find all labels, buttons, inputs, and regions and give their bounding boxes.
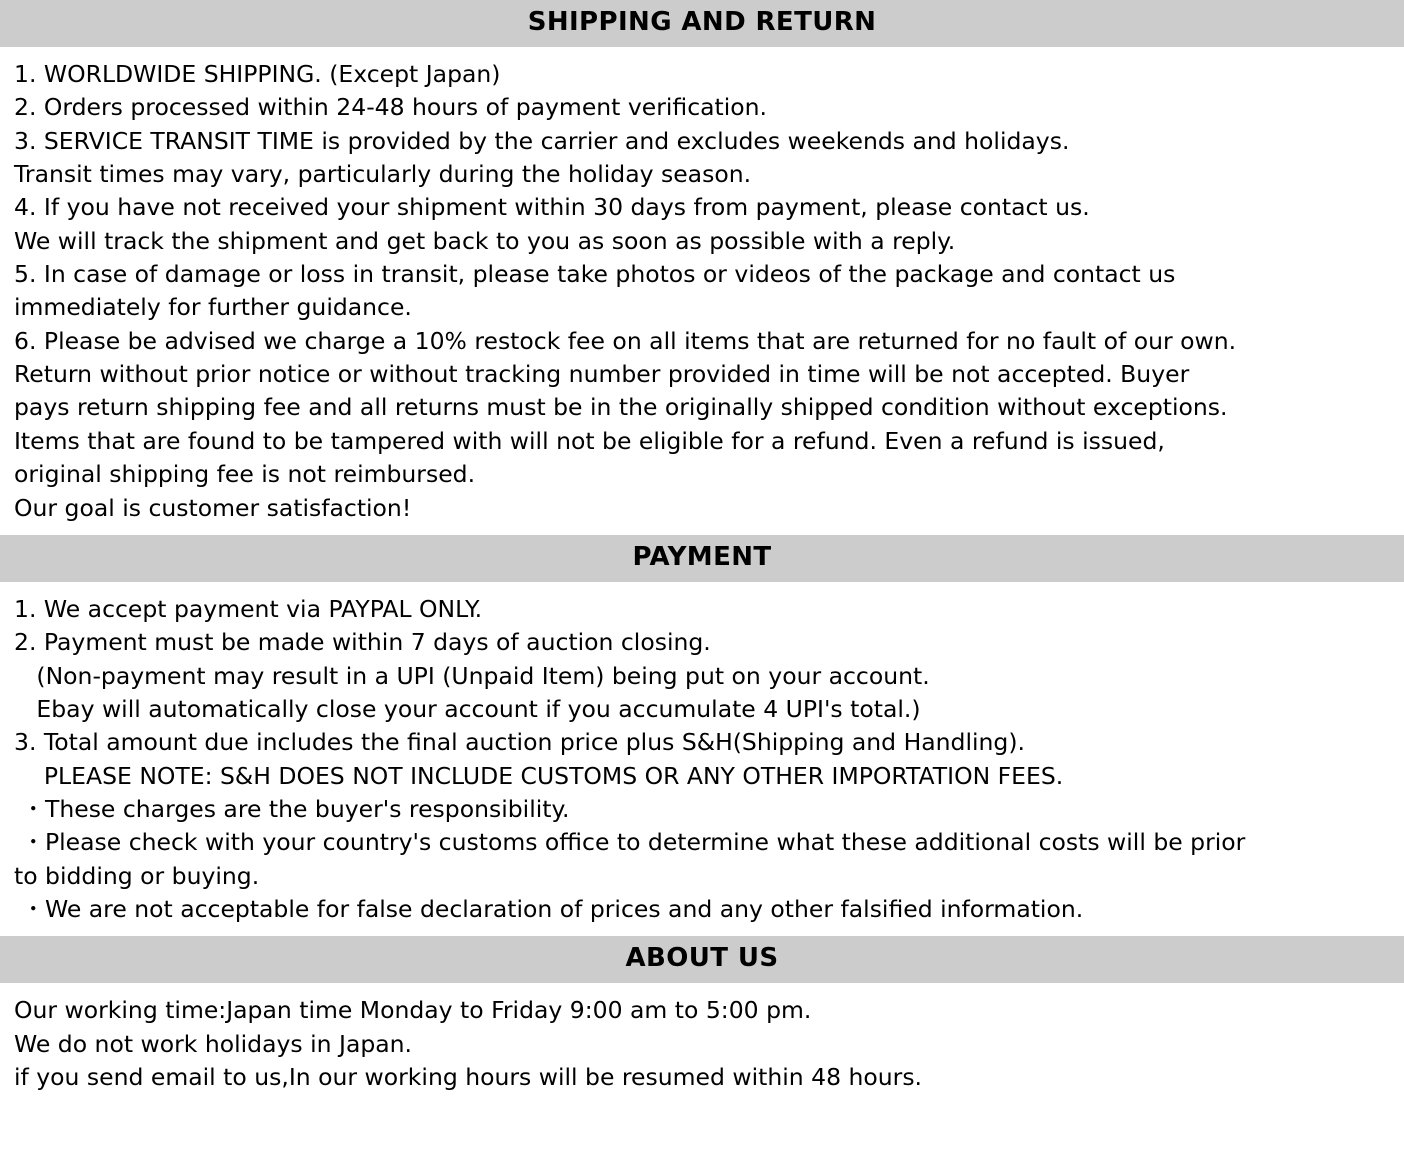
section-title-about-us: ABOUT US: [0, 936, 1404, 983]
policy-line: 1. WORLDWIDE SHIPPING. (Except Japan): [14, 59, 501, 88]
policy-line: ・These charges are the buyer's responsibility.: [14, 794, 570, 823]
section-body-payment: [0, 582, 1404, 937]
policy-line: PLEASE NOTE: S&H DOES NOT INCLUDE CUSTOMS OR ANY OTHER IMPORTATION FEES.: [14, 761, 1064, 790]
section-title-shipping-and-return: SHIPPING AND RETURN: [0, 0, 1404, 47]
policy-line: 4. If you have not received your shipment within 30 days from payment, please contact us.: [14, 193, 1090, 222]
policy-line: ・We are not acceptable for false declaration of prices and any other falsified information.: [14, 895, 1084, 924]
section-body-about-us: [0, 983, 1404, 1104]
policy-line: 2. Payment must be made within 7 days of auction closing.: [14, 628, 711, 657]
policy-line: 1. We accept payment via PAYPAL ONLY.: [14, 594, 483, 623]
section-title-payment: PAYMENT: [0, 535, 1404, 582]
policy-line: Items that are found to be tampered with will not be eligible for a refund. Even a refund is issued,: [14, 426, 1165, 455]
policy-line: 3. SERVICE TRANSIT TIME is provided by the carrier and excludes weekends and holidays.: [14, 126, 1070, 155]
section-payment: [0, 535, 1404, 936]
policy-line: immediately for further guidance.: [14, 293, 412, 322]
policy-line: pays return shipping fee and all returns must be in the originally shipped condition without exceptions.: [14, 393, 1228, 422]
section-body-shipping-and-return: [0, 47, 1404, 535]
policy-line: Return without prior notice or without tracking number provided in time will be not accepted. Buyer: [14, 360, 1190, 389]
policy-line: Our goal is customer satisfaction!: [14, 493, 412, 522]
policy-line: 5. In case of damage or loss in transit, please take photos or videos of the package and contact us: [14, 260, 1176, 289]
policy-line: We will track the shipment and get back to you as soon as possible with a reply.: [14, 226, 956, 255]
policy-line: ・Please check with your country's customs office to determine what these additional costs will be prior: [14, 828, 1246, 857]
section-shipping-and-return: [0, 0, 1404, 535]
policy-line: original shipping fee is not reimbursed.: [14, 460, 476, 489]
page-bottom-spacer: [0, 1104, 1404, 1114]
policy-line: Our working time:Japan time Monday to Friday 9:00 am to 5:00 pm.: [14, 996, 812, 1025]
policy-line: Ebay will automatically close your account if you accumulate 4 UPI's total.): [14, 694, 921, 723]
policy-line: Transit times may vary, particularly during the holiday season.: [14, 159, 752, 188]
policy-line: to bidding or buying.: [14, 861, 260, 890]
policy-line: if you send email to us,In our working hours will be resumed within 48 hours.: [14, 1063, 923, 1092]
policy-line: We do not work holidays in Japan.: [14, 1029, 413, 1058]
policy-line: (Non-payment may result in a UPI (Unpaid Item) being put on your account.: [14, 661, 930, 690]
policy-line: 2. Orders processed within 24-48 hours of payment verification.: [14, 93, 768, 122]
policy-line: 6. Please be advised we charge a 10% restock fee on all items that are returned for no fault of our own.: [14, 326, 1237, 355]
policy-line: 3. Total amount due includes the final auction price plus S&H(Shipping and Handling).: [14, 728, 1025, 757]
section-about-us: [0, 936, 1404, 1104]
